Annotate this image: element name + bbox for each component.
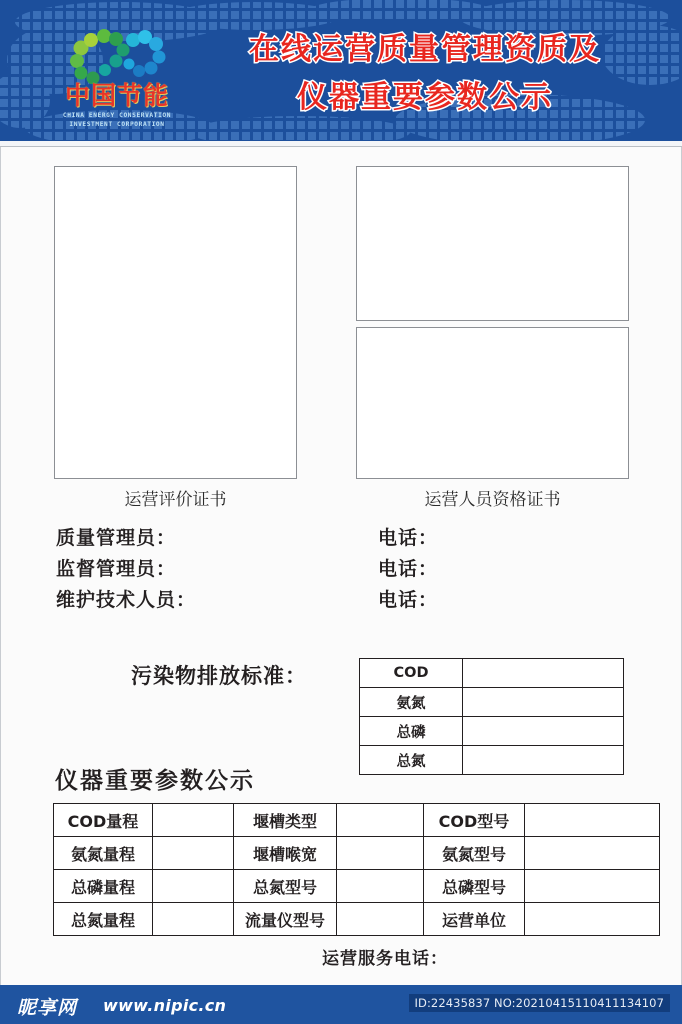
pollutant-name-cell: 总氮 — [360, 746, 463, 775]
param-key-cell: 氨氮型号 — [424, 837, 525, 870]
param-value-cell[interactable] — [337, 870, 424, 903]
pollutant-name-cell: COD — [360, 659, 463, 688]
table-row — [360, 717, 624, 746]
personnel-phone-label: 电话： — [378, 558, 439, 580]
personnel-phone-label: 电话： — [378, 527, 439, 549]
personnel-role-label: 监督管理员： — [56, 558, 177, 580]
personnel-list — [56, 523, 616, 616]
poster-title-line-1: 在线运营质量管理资质及 — [249, 32, 601, 67]
param-key-cell: 氨氮量程 — [54, 837, 153, 870]
certificate-image-placeholder-operator-qualification-2 — [356, 327, 629, 479]
image-id-badge: ID:22435837 NO:20210415110411134107 — [409, 994, 670, 1012]
param-key-cell: 总氮量程 — [54, 903, 153, 936]
param-key-cell: 堰槽类型 — [234, 804, 337, 837]
param-value-cell[interactable] — [153, 837, 234, 870]
pollutant-value-cell[interactable] — [463, 688, 624, 717]
footer-watermark-bar — [0, 985, 682, 1024]
table-row — [54, 870, 660, 903]
pollutant-value-cell[interactable] — [463, 717, 624, 746]
pollutant-value-cell[interactable] — [463, 659, 624, 688]
logo-chinese-name: 中国节能 — [64, 81, 169, 110]
personnel-row — [56, 523, 616, 554]
table-row — [360, 746, 624, 775]
instrument-parameters-heading: 仪器重要参数公示 — [55, 768, 255, 794]
poster-title — [185, 26, 665, 122]
logo-english-line-1: CHINA ENERGY CONSERVATION — [62, 112, 172, 119]
param-key-cell: 总氮型号 — [234, 870, 337, 903]
pollutant-standard-heading: 污染物排放标准： — [131, 664, 307, 688]
param-value-cell[interactable] — [525, 804, 660, 837]
certificate-caption-right: 运营人员资格证书 — [424, 490, 561, 510]
param-value-cell[interactable] — [337, 903, 424, 936]
personnel-row — [56, 554, 616, 585]
table-row — [360, 688, 624, 717]
pollutant-name-cell: 总磷 — [360, 717, 463, 746]
pollutant-standard-table — [359, 658, 624, 775]
nipic-url[interactable]: www.nipic.cn — [103, 996, 227, 1015]
company-logo — [55, 28, 179, 130]
instrument-parameters-table — [53, 803, 660, 936]
certificate-caption-left: 运营评价证书 — [124, 490, 227, 510]
table-row — [54, 903, 660, 936]
certificate-image-placeholder-operator-qualification-1 — [356, 166, 629, 321]
certificate-image-placeholder-operation-evaluation — [54, 166, 297, 479]
param-value-cell[interactable] — [153, 804, 234, 837]
logo-english-line-2: INVESTMENT CORPORATION — [69, 121, 165, 128]
nipic-logo: 昵享网 — [17, 997, 78, 1019]
param-key-cell: 流量仪型号 — [234, 903, 337, 936]
poster-body — [0, 147, 682, 985]
param-value-cell[interactable] — [153, 870, 234, 903]
param-value-cell[interactable] — [525, 903, 660, 936]
param-key-cell: COD型号 — [424, 804, 525, 837]
poster-title-line-2: 仪器重要参数公示 — [297, 80, 553, 115]
param-value-cell[interactable] — [153, 903, 234, 936]
param-value-cell[interactable] — [525, 870, 660, 903]
param-key-cell: 运营单位 — [424, 903, 525, 936]
table-row — [360, 659, 624, 688]
param-key-cell: COD量程 — [54, 804, 153, 837]
personnel-row — [56, 585, 616, 616]
personnel-role-label: 维护技术人员： — [56, 589, 197, 611]
personnel-phone-label: 电话： — [378, 589, 439, 611]
param-key-cell: 总磷型号 — [424, 870, 525, 903]
param-key-cell: 总磷量程 — [54, 870, 153, 903]
pollutant-value-cell[interactable] — [463, 746, 624, 775]
personnel-role-label: 质量管理员： — [56, 527, 177, 549]
table-row — [54, 837, 660, 870]
table-row — [54, 804, 660, 837]
param-value-cell[interactable] — [337, 837, 424, 870]
pollutant-name-cell: 氨氮 — [360, 688, 463, 717]
header-banner — [0, 0, 682, 141]
param-key-cell: 堰槽喉宽 — [234, 837, 337, 870]
logo-mark-icon — [55, 28, 179, 84]
param-value-cell[interactable] — [525, 837, 660, 870]
service-phone-label: 运营服务电话： — [322, 949, 448, 969]
param-value-cell[interactable] — [337, 804, 424, 837]
